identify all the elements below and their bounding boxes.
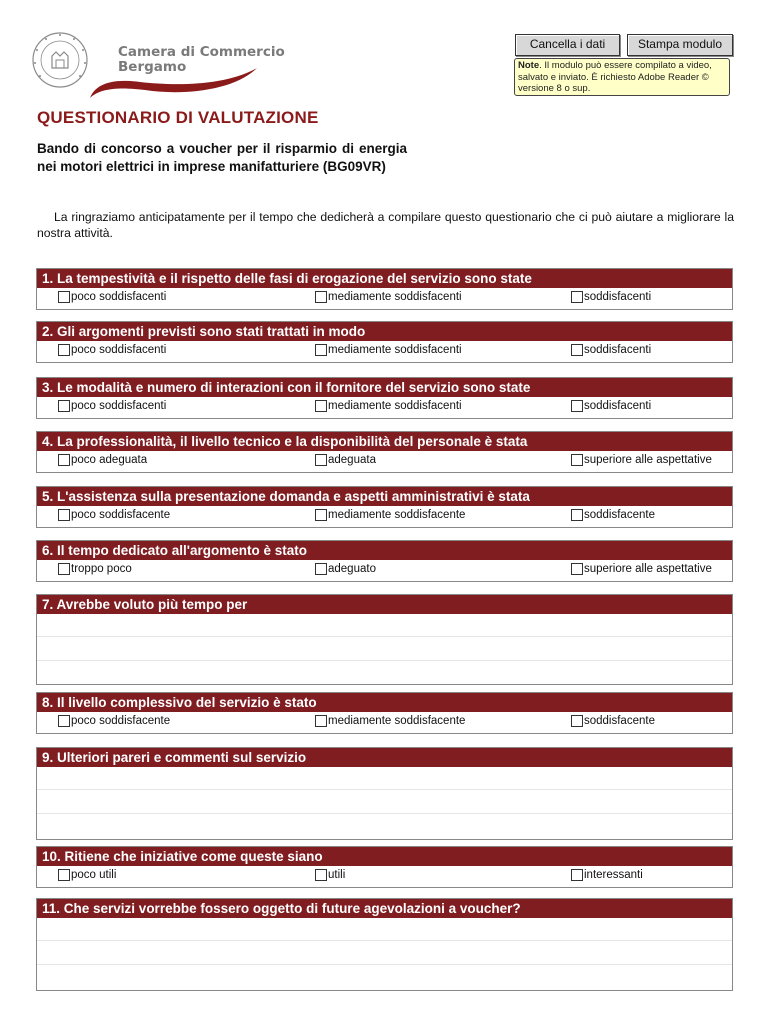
note-box — [514, 58, 730, 96]
question-5-option-2[interactable] — [315, 509, 465, 521]
question-6-option-2[interactable] — [315, 563, 376, 575]
checkbox[interactable] — [315, 344, 327, 356]
question-1 — [36, 268, 733, 310]
question-3-option-3[interactable] — [571, 400, 651, 412]
option-label: poco soddisfacenti — [71, 291, 167, 303]
question-3 — [36, 377, 733, 419]
option-label: mediamente soddisfacente — [328, 509, 466, 521]
question-8-option-3[interactable] — [571, 715, 655, 727]
org-name-line1: Camera di Commercio — [118, 44, 285, 60]
question-11-text-field[interactable] — [37, 918, 732, 990]
question-1-title: 1. La tempestività e il rispetto delle fasi di erogazione del servizio sono state — [37, 269, 732, 288]
question-6-options — [37, 560, 732, 581]
question-4-options — [37, 451, 732, 472]
question-4-option-2[interactable] — [315, 454, 376, 466]
option-label: poco soddisfacenti — [71, 400, 167, 412]
option-label: superiore alle aspettative — [584, 454, 712, 466]
option-label: poco utili — [71, 869, 117, 881]
text-field-line — [37, 813, 732, 814]
question-1-options — [37, 288, 732, 309]
question-10-options — [37, 866, 732, 887]
option-label: troppo poco — [71, 563, 132, 575]
checkbox[interactable] — [571, 291, 583, 303]
question-5-option-1[interactable] — [58, 509, 170, 521]
text-field-line — [37, 940, 732, 941]
question-7 — [36, 594, 733, 685]
text-field-line — [37, 636, 732, 637]
checkbox[interactable] — [571, 869, 583, 881]
question-8-options — [37, 712, 732, 733]
question-6 — [36, 540, 733, 582]
text-field-line — [37, 660, 732, 661]
option-label: utili — [328, 869, 346, 881]
checkbox[interactable] — [315, 869, 327, 881]
checkbox[interactable] — [571, 454, 583, 466]
question-8-option-2[interactable] — [315, 715, 465, 727]
question-6-title: 6. Il tempo dedicato all'argomento è stato — [37, 541, 732, 560]
form-subtitle: Bando di concorso a voucher per il risparmio di energia nei motori elettrici in imprese manifatturiere (BG09VR) — [37, 141, 407, 174]
question-6-option-1[interactable] — [58, 563, 132, 575]
question-1-option-3[interactable] — [571, 291, 651, 303]
question-6-option-3[interactable] — [571, 563, 712, 575]
question-11-title: 11. Che servizi vorrebbe fossero oggetto di future agevolazioni a voucher? — [37, 899, 732, 918]
checkbox[interactable] — [58, 715, 70, 727]
text-field-line — [37, 789, 732, 790]
question-1-option-1[interactable] — [58, 291, 166, 303]
option-label: poco soddisfacenti — [71, 344, 167, 356]
question-7-title: 7. Avrebbe voluto più tempo per — [37, 595, 732, 614]
option-label: soddisfacenti — [584, 344, 652, 356]
checkbox[interactable] — [58, 509, 70, 521]
question-3-title: 3. Le modalità e numero di interazioni con il fornitore del servizio sono state — [37, 378, 732, 397]
question-2-title: 2. Gli argomenti previsti sono stati trattati in modo — [37, 322, 732, 341]
question-8-title: 8. Il livello complessivo del servizio è stato — [37, 693, 732, 712]
question-5 — [36, 486, 733, 528]
question-8 — [36, 692, 733, 734]
question-2-option-3[interactable] — [571, 344, 651, 356]
checkbox[interactable] — [315, 715, 327, 727]
question-10 — [36, 846, 733, 888]
question-2-option-2[interactable] — [315, 344, 462, 356]
checkbox[interactable] — [315, 400, 327, 412]
question-10-option-3[interactable] — [571, 869, 643, 881]
question-4 — [36, 431, 733, 473]
question-9-text-field[interactable] — [37, 767, 732, 839]
page-title: QUESTIONARIO DI VALUTAZIONE — [37, 108, 319, 127]
question-2-option-1[interactable] — [58, 344, 166, 356]
option-label: adeguata — [328, 454, 376, 466]
question-2 — [36, 321, 733, 363]
option-label: poco soddisfacente — [71, 715, 171, 727]
option-label: soddisfacente — [584, 509, 655, 521]
checkbox[interactable] — [58, 563, 70, 575]
question-2-options — [37, 341, 732, 362]
clear-data-button[interactable]: Cancella i dati — [515, 34, 620, 56]
option-label: mediamente soddisfacenti — [328, 400, 462, 412]
option-label: mediamente soddisfacente — [328, 715, 466, 727]
print-form-button[interactable]: Stampa modulo — [627, 34, 733, 56]
question-10-option-2[interactable] — [315, 869, 345, 881]
text-field-line — [37, 964, 732, 965]
checkbox[interactable] — [315, 291, 327, 303]
question-8-option-1[interactable] — [58, 715, 170, 727]
option-label: soddisfacenti — [584, 291, 652, 303]
checkbox[interactable] — [571, 344, 583, 356]
note-label: Note — [518, 60, 540, 71]
question-10-title: 10. Ritiene che iniziative come queste siano — [37, 847, 732, 866]
option-label: poco adeguata — [71, 454, 148, 466]
checkbox[interactable] — [571, 400, 583, 412]
question-4-option-3[interactable] — [571, 454, 712, 466]
question-11 — [36, 898, 733, 991]
intro-text: La ringraziamo anticipatamente per il tempo che dedicherà a compilare questo questionario che ci può aiutare a migliorare la nostra attività. — [37, 210, 734, 240]
option-label: superiore alle aspettative — [584, 563, 712, 575]
question-9 — [36, 747, 733, 840]
checkbox[interactable] — [571, 509, 583, 521]
checkbox[interactable] — [571, 563, 583, 575]
checkbox[interactable] — [58, 454, 70, 466]
question-1-option-2[interactable] — [315, 291, 462, 303]
question-5-options — [37, 506, 732, 527]
checkbox[interactable] — [58, 291, 70, 303]
checkbox[interactable] — [58, 344, 70, 356]
checkbox[interactable] — [315, 454, 327, 466]
question-4-title: 4. La professionalità, il livello tecnico e la disponibilità del personale è stata — [37, 432, 732, 451]
question-3-options — [37, 397, 732, 418]
option-label: poco soddisfacente — [71, 509, 171, 521]
option-label: soddisfacenti — [584, 400, 652, 412]
checkbox[interactable] — [58, 400, 70, 412]
question-5-option-3[interactable] — [571, 509, 655, 521]
question-7-text-field[interactable] — [37, 614, 732, 684]
org-name — [118, 45, 285, 75]
option-label: adeguato — [328, 563, 376, 575]
checkbox[interactable] — [315, 563, 327, 575]
question-10-option-1[interactable] — [58, 869, 116, 881]
org-name-line2: Bergamo — [118, 59, 187, 75]
checkbox[interactable] — [58, 869, 70, 881]
option-label: interessanti — [584, 869, 643, 881]
question-3-option-2[interactable] — [315, 400, 462, 412]
option-label: soddisfacente — [584, 715, 655, 727]
question-5-title: 5. L'assistenza sulla presentazione domanda e aspetti amministrativi è stata — [37, 487, 732, 506]
option-label: mediamente soddisfacenti — [328, 291, 462, 303]
checkbox[interactable] — [571, 715, 583, 727]
chamber-seal-icon — [30, 30, 90, 90]
note-text: . Il modulo può essere compilato a video, salvato e inviato. È richiesto Adobe Reader © versione 8 o sup. — [518, 60, 712, 94]
option-label: mediamente soddisfacenti — [328, 344, 462, 356]
question-9-title: 9. Ulteriori pareri e commenti sul servizio — [37, 748, 732, 767]
question-3-option-1[interactable] — [58, 400, 166, 412]
question-4-option-1[interactable] — [58, 454, 147, 466]
checkbox[interactable] — [315, 509, 327, 521]
